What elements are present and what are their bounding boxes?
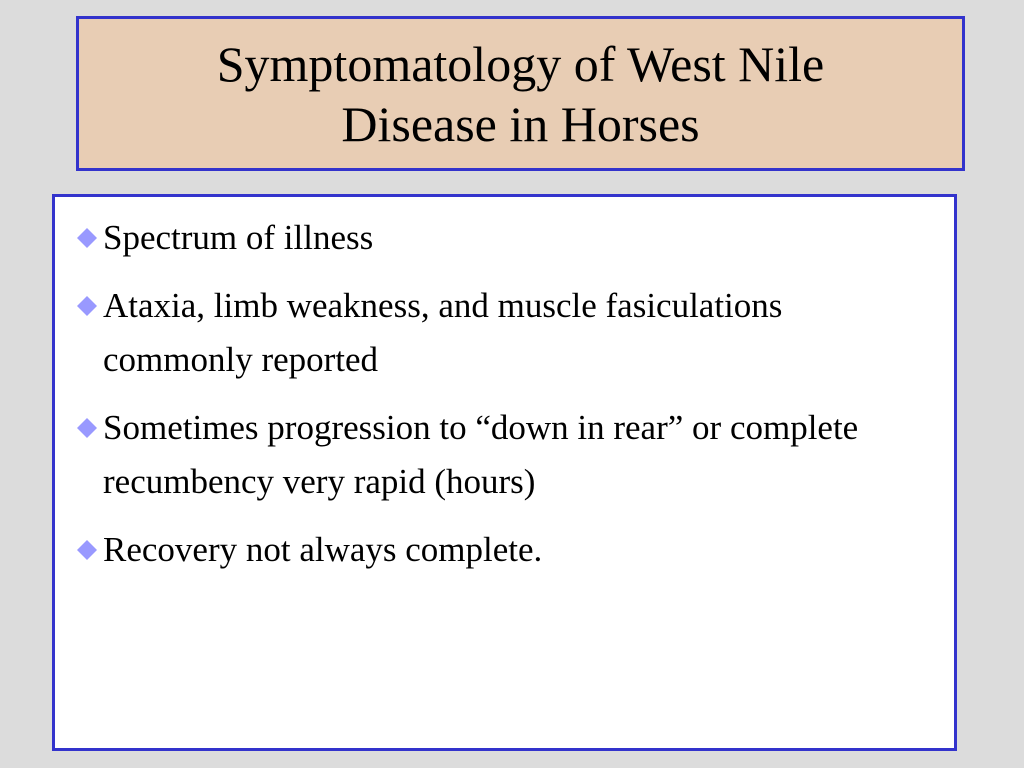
bullet-item-3 — [75, 401, 938, 509]
diamond-bullet-icon — [77, 296, 97, 316]
title-box — [76, 16, 965, 171]
diamond-bullet-icon — [77, 540, 97, 560]
diamond-bullet-icon — [77, 418, 97, 438]
bullet-text: Ataxia, limb weakness, and muscle fasiculations commonly reported — [103, 286, 783, 379]
content-box — [52, 194, 957, 751]
bullet-item-4 — [75, 523, 938, 577]
bullet-item-1 — [75, 211, 938, 265]
slide-title: Symptomatology of West Nile Disease in Horses — [216, 35, 825, 152]
bullet-item-2 — [75, 279, 938, 387]
bullet-text: Recovery not always complete. — [103, 530, 543, 569]
bullet-text: Spectrum of illness — [103, 218, 374, 257]
bullet-list — [75, 211, 938, 577]
bullet-text: Sometimes progression to “down in rear” or complete recumbency very rapid (hours) — [103, 408, 859, 501]
diamond-bullet-icon — [77, 228, 97, 248]
